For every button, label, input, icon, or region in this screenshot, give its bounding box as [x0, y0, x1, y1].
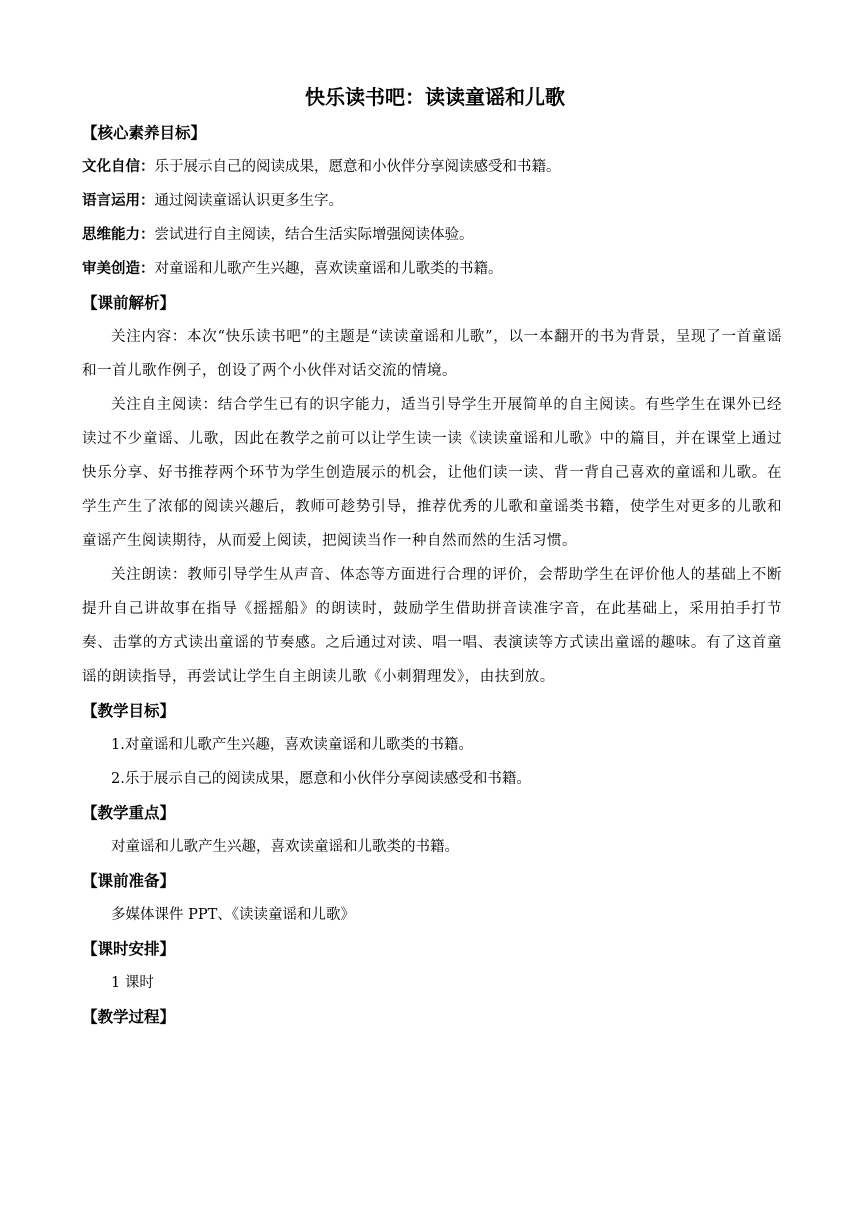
core-goal-label: 思维能力： — [82, 227, 155, 243]
preparation-heading: 【课前准备】 — [82, 872, 176, 890]
key-points-heading: 【教学重点】 — [82, 804, 176, 822]
preparation-text: 多媒体课件 PPT、《读读童谣和儿歌》 — [111, 907, 356, 923]
teaching-goals-heading: 【教学目标】 — [82, 702, 176, 720]
core-goal-item — [82, 218, 782, 252]
teaching-goal-item: 2.乐于展示自己的阅读成果，愿意和小伙伴分享阅读感受和书籍。 — [111, 771, 531, 787]
core-goal-text: 乐于展示自己的阅读成果，愿意和小伙伴分享阅读感受和书籍。 — [154, 159, 561, 175]
core-goal-text: 对童谣和儿歌产生兴趣，喜欢读童谣和儿歌类的书籍。 — [154, 261, 503, 277]
teaching-goal-item: 1.对童谣和儿歌产生兴趣，喜欢读童谣和儿歌类的书籍。 — [111, 737, 473, 753]
analysis-paragraph: 关注朗读：教师引导学生从声音、体态等方面进行合理的评价，会帮助学生在评价他人的基础上不断提升自己讲故事在指导《摇摇船》的朗读时，鼓励学生借助拼音读准字音，在此基础上，采用拍手打节奏、击掌的方式读出童谣的节奏感。之后通过对读、唱一唱、表演读等方式读出童谣的趣味。有了这首童谣的朗读指导，再尝试让学生自主朗读儿歌《小刺猬理发》，由扶到放。 — [82, 567, 782, 685]
document-page — [82, 80, 782, 1034]
analysis-paragraph: 关注自主阅读：结合学生已有的识字能力，适当引导学生开展简单的自主阅读。有些学生在课外已经读过不少童谣、儿歌，因此在教学之前可以让学生读一读《读读童谣和儿歌》中的篇目，并在课堂上通过快乐分享、好书推荐两个环节为学生创造展示的机会，让他们读一读、背一背自己喜欢的童谣和儿歌。在学生产生了浓郁的阅读兴趣后，教师可趁势引导，推荐优秀的儿歌和童谣类书籍，使学生对更多的儿歌和童谣产生阅读期待，从而爱上阅读，把阅读当作一种自然而然的生活习惯。 — [82, 397, 782, 549]
core-goals-heading: 【核心素养目标】 — [82, 124, 207, 142]
process-heading: 【教学过程】 — [82, 1008, 176, 1026]
core-goal-text: 通过阅读童谣认识更多生字。 — [154, 193, 343, 209]
core-goal-label: 审美创造： — [82, 261, 155, 277]
schedule-heading: 【课时安排】 — [82, 940, 176, 958]
core-goal-label: 语言运用： — [82, 193, 155, 209]
core-goal-item — [82, 150, 782, 184]
schedule-text: 1 课时 — [111, 975, 154, 991]
analysis-paragraph: 关注内容：本次“快乐读书吧”的主题是“读读童谣和儿歌”，以一本翻开的书为背景，呈现了一首童谣和一首儿歌作例子，创设了两个小伙伴对话交流的情境。 — [82, 329, 782, 379]
core-goal-item — [82, 252, 782, 286]
core-goal-text: 尝试进行自主阅读，结合生活实际增强阅读体验。 — [154, 227, 474, 243]
core-goal-label: 文化自信： — [82, 159, 155, 175]
analysis-heading: 【课前解析】 — [82, 294, 176, 312]
core-goal-item — [82, 184, 782, 218]
key-points-text: 对童谣和儿歌产生兴趣，喜欢读童谣和儿歌类的书籍。 — [111, 839, 459, 855]
document-title: 快乐读书吧：读读童谣和儿歌 — [305, 85, 565, 109]
